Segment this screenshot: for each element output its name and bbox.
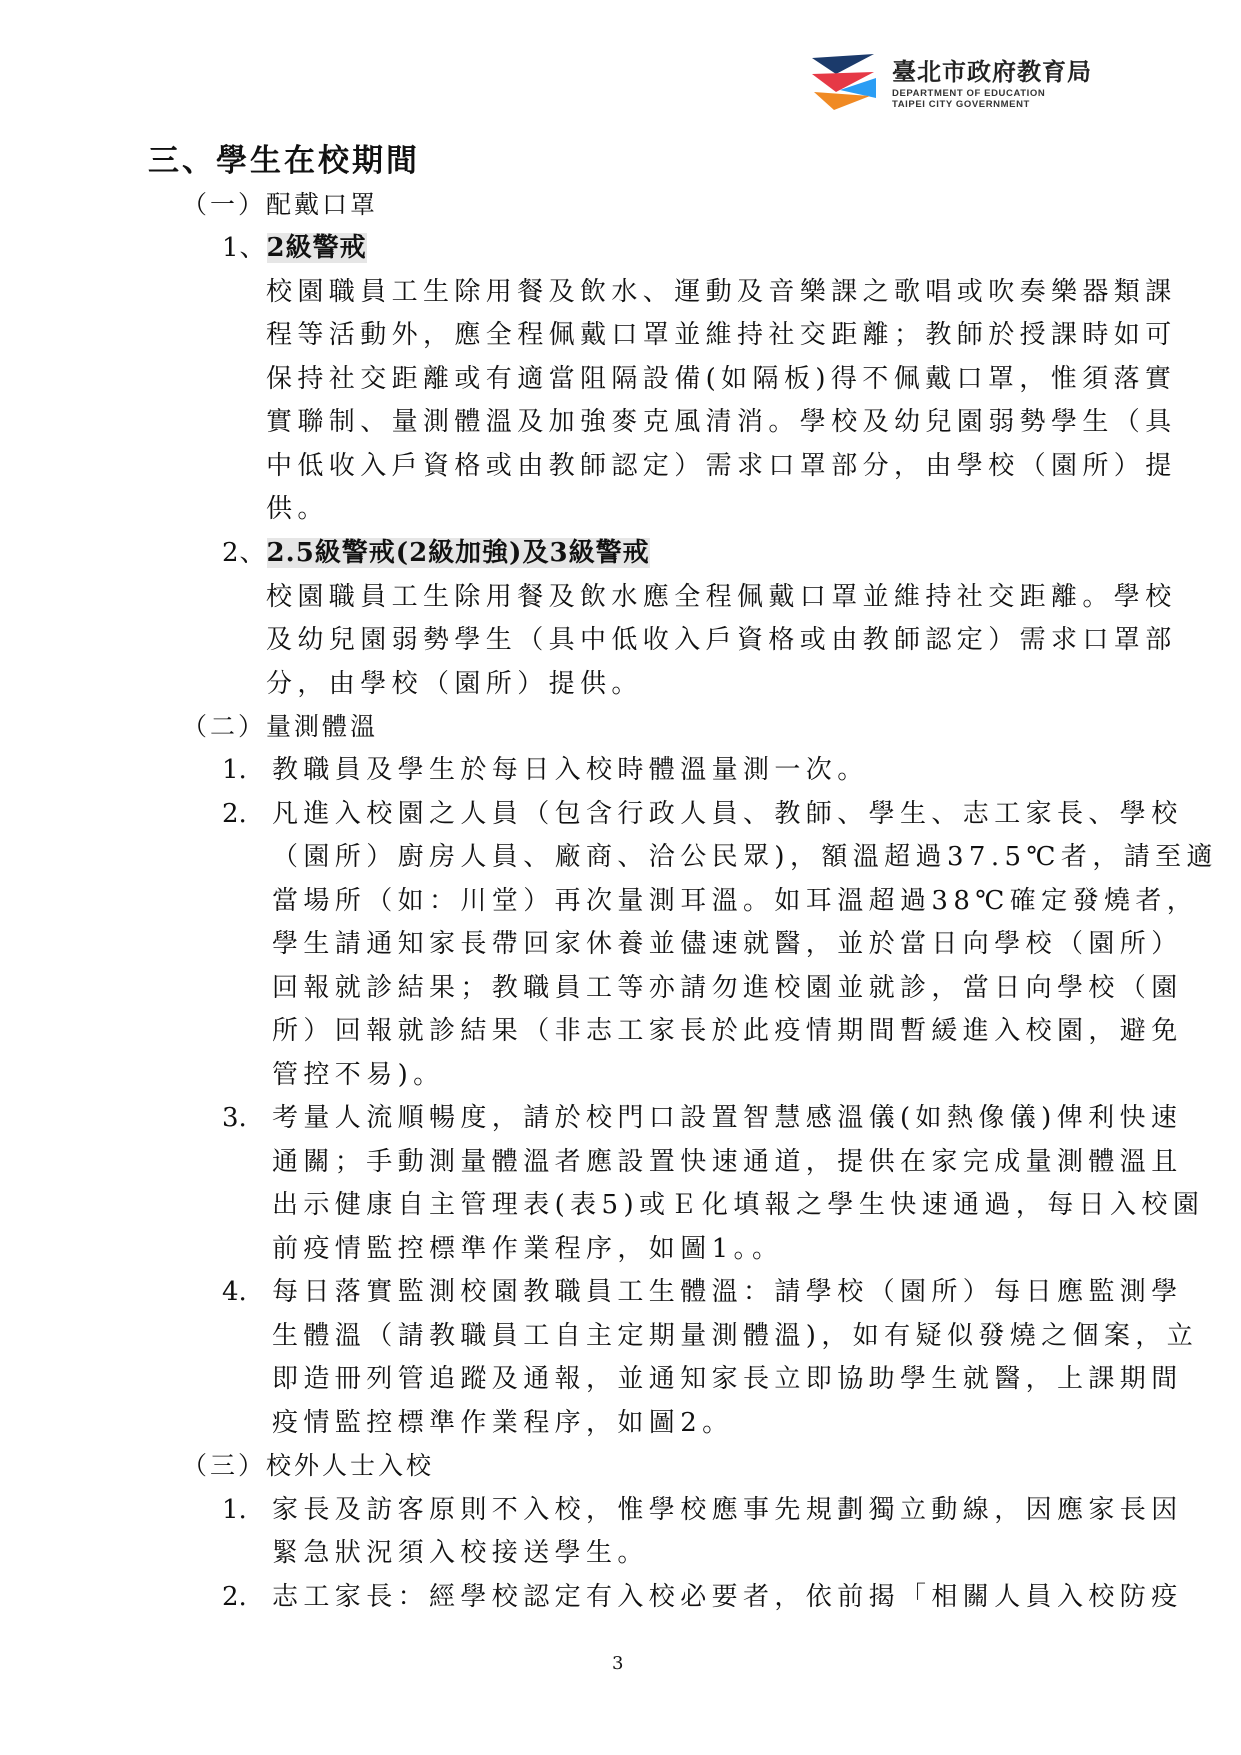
mask-item2-heading: 2、2.5級警戒(2級加強)及3級警戒 xyxy=(222,538,650,568)
paragraph-line: 程等活動外，應全程佩戴口罩並維持社交距離；教師於授課時如可 xyxy=(266,320,1177,350)
list-number: 1. xyxy=(222,755,247,785)
paragraph-line: 及幼兒園弱勢學生（具中低收入戶資格或由教師認定）需求口罩部 xyxy=(266,625,1177,655)
sub-heading-visitors: （三）校外人士入校 xyxy=(182,1451,435,1480)
list-item-line: 學生請通知家長帶回家休養並儘速就醫，並於當日向學校（園所） xyxy=(272,929,1183,959)
list-item-line: 每日落實監測校園教職員工生體溫：請學校（園所）每日應監測學 xyxy=(272,1277,1183,1307)
paragraph-line: 校園職員工生除用餐及飲水應全程佩戴口罩並維持社交距離。學校 xyxy=(266,582,1177,612)
logo-emblem-icon xyxy=(810,52,880,112)
list-item-line: 緊急狀況須入校接送學生。 xyxy=(272,1538,649,1568)
paragraph-line: 中低收入戶資格或由教師認定）需求口罩部分，由學校（園所）提 xyxy=(266,451,1177,481)
mask-item1-label: 2級警戒 xyxy=(266,233,367,263)
list-item-line: 志工家長：經學校認定有入校必要者，依前揭「相關人員入校防疫 xyxy=(272,1582,1183,1612)
paragraph-line: 供。 xyxy=(266,494,329,524)
org-name-en-line1: DEPARTMENT OF EDUCATION xyxy=(892,88,1046,99)
list-number: 2. xyxy=(222,1582,247,1612)
paragraph-line: 實聯制、量測體溫及加強麥克風清消。學校及幼兒園弱勢學生（具 xyxy=(266,407,1177,437)
list-item-line: 凡進入校園之人員（包含行政人員、教師、學生、志工家長、學校 xyxy=(272,799,1183,829)
list-number: 2. xyxy=(222,799,247,829)
list-item-line: 即造冊列管追蹤及通報，並通知家長立即協助學生就醫，上課期間 xyxy=(272,1364,1183,1394)
sub-heading-temperature: （二）量測體溫 xyxy=(182,712,379,741)
sub-heading-mask: （一）配戴口罩 xyxy=(182,190,379,219)
mask-item2-label: 2.5級警戒(2級加強)及3級警戒 xyxy=(266,538,650,568)
list-number: 3. xyxy=(222,1103,247,1133)
list-item-line: 前疫情監控標準作業程序，如圖1。。 xyxy=(272,1234,784,1264)
list-item-line: 所）回報就診結果（非志工家長於此疫情期間暫緩進入校園，避免 xyxy=(272,1016,1183,1046)
list-item-line: 生體溫（請教職員工自主定期量測體溫)，如有疑似發燒之個案，立 xyxy=(272,1321,1199,1351)
list-item-line: （園所）廚房人員、廠商、洽公民眾)，額溫超過37.5℃者，請至適 xyxy=(272,842,1218,872)
org-name-cn: 臺北市政府教育局 xyxy=(892,58,1092,86)
section-title: 三、學生在校期間 xyxy=(148,143,420,179)
list-item-line: 管控不易)。 xyxy=(272,1060,445,1090)
paragraph-line: 保持社交距離或有適當阻隔設備(如隔板)得不佩戴口罩，惟須落實 xyxy=(266,364,1177,394)
list-item-line: 家長及訪客原則不入校，惟學校應事先規劃獨立動線，因應家長因 xyxy=(272,1495,1183,1525)
list-item-line: 回報就診結果；教職員工等亦請勿進校園並就診，當日向學校（園 xyxy=(272,973,1183,1003)
list-number: 1. xyxy=(222,1495,247,1525)
paragraph-line: 分，由學校（園所）提供。 xyxy=(266,669,643,699)
list-item-line: 通關；手動測量體溫者應設置快速通道，提供在家完成量測體溫且 xyxy=(272,1147,1183,1177)
paragraph-line: 校園職員工生除用餐及飲水、運動及音樂課之歌唱或吹奏樂器類課 xyxy=(266,277,1177,307)
list-item-line: 考量人流順暢度，請於校門口設置智慧感溫儀(如熱像儀)俾利快速 xyxy=(272,1103,1183,1133)
list-number: 4. xyxy=(222,1277,247,1307)
page-number: 3 xyxy=(612,1653,624,1674)
list-item-line: 出示健康自主管理表(表5)或Ｅ化填報之學生快速通過，每日入校園 xyxy=(272,1190,1205,1220)
mask-item1-heading: 1、2級警戒 xyxy=(222,233,367,263)
list-item-line: 當場所（如：川堂）再次量測耳溫。如耳溫超過38℃確定發燒者， xyxy=(272,886,1199,916)
org-name-en-line2: TAIPEI CITY GOVERNMENT xyxy=(892,99,1030,110)
list-item-line: 疫情監控標準作業程序，如圖2。 xyxy=(272,1408,734,1438)
department-logo xyxy=(810,52,1130,120)
list-item-line: 教職員及學生於每日入校時體溫量測一次。 xyxy=(272,755,869,785)
